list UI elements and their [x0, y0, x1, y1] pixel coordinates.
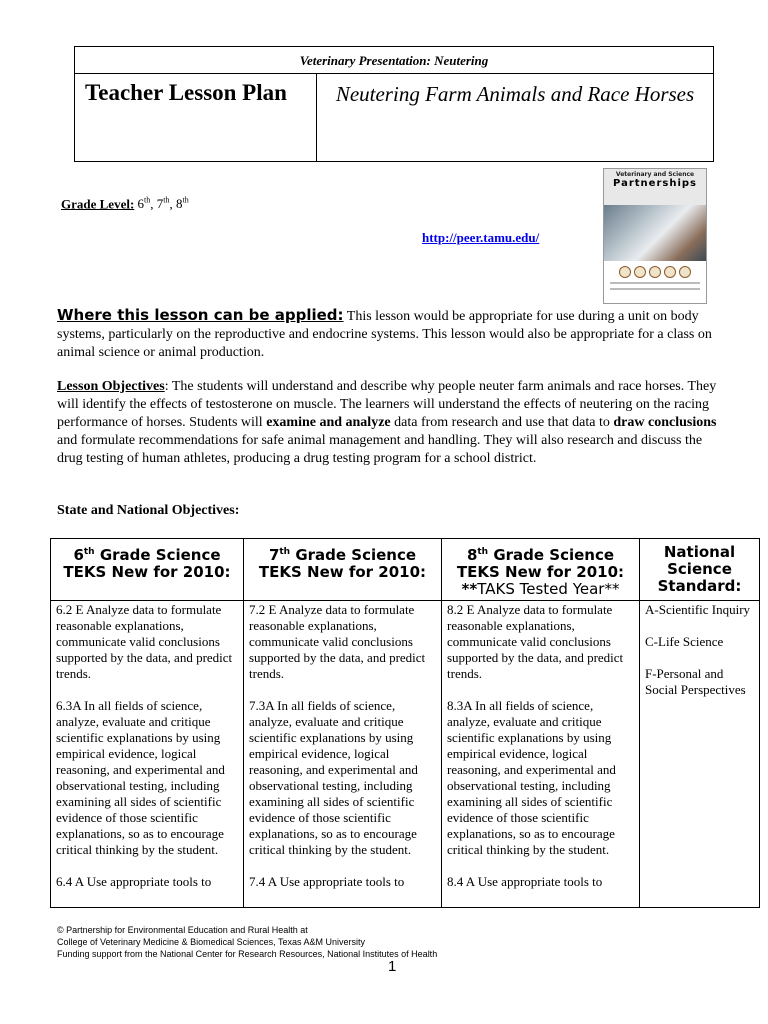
grade-level-label: Grade Level:	[61, 196, 135, 212]
grade-6: 6th	[137, 196, 151, 212]
national-standard-cell	[640, 601, 760, 908]
list-item: F-Personal and Social Perspectives	[645, 666, 746, 697]
header-grade8: 8th Grade Science TEKS New for 2010: **TAKS Tested Year**	[442, 539, 640, 601]
header-right-title: Neutering Farm Animals and Race Horses	[335, 82, 695, 106]
list-item: C-Life Science	[645, 634, 724, 649]
footer-line3: Funding support from the National Center for Research Resources, National Institutes of Health	[57, 949, 438, 959]
list-item: 8.2 E Analyze data to formulate reasonable explanations, communicate valid conclusions supported by the data, and predict trends.	[447, 602, 624, 681]
where-applied-heading: Where this lesson can be applied:	[57, 306, 344, 324]
list-item: 6.2 E Analyze data to formulate reasonable explanations, communicate valid conclusions supported by the data, and predict trends.	[56, 602, 233, 681]
grade-8: 8th	[176, 196, 189, 212]
grade6-cell	[51, 601, 244, 908]
where-applied-paragraph	[57, 306, 727, 362]
list-item: 7.2 E Analyze data to formulate reasonable explanations, communicate valid conclusions supported by the data, and predict trends.	[249, 602, 426, 681]
footer-line2: College of Veterinary Medicine & Biomedical Sciences, Texas A&M University	[57, 937, 365, 947]
list-item: 6.3A In all fields of science, analyze, evaluate and critique scientific explanations by using empirical evidence, logical reasoning, and experimental and observational testing, including examining all sides of scientific evidence of those scientific explanations, so as to encourage critical thinking by the student.	[56, 698, 225, 857]
logo-line2: Partnerships	[613, 178, 697, 189]
list-item: A-Scientific Inquiry	[645, 602, 751, 617]
lesson-header	[74, 46, 714, 162]
list-item: 7.3A In all fields of science, analyze, evaluate and critique scientific explanations by using empirical evidence, logical reasoning, and experimental and observational testing, including examining all sides of scientific evidence of those scientific explanations, so as to encourage critical thinking by the student.	[249, 698, 418, 857]
footer	[57, 924, 437, 960]
lesson-objectives-paragraph: Lesson Objectives: The students will understand and describe why people neuter farm animals and race horses. They will identify the effects of testosterone on muscle. The learners will understand the effects of neutering on the racing performance of horses. Students will examine and analyze data from research and use that data to draw conclusions and formulate recommendations for safe animal management and handling. They will also research and discuss the drug testing of human athletes, producing a drug testing program for a school district.	[57, 379, 717, 466]
logo-seals	[604, 261, 706, 278]
grade-level: Grade Level: 6th, 7th, 8th	[61, 196, 189, 212]
header-grade6: 6th Grade Science TEKS New for 2010:	[51, 539, 244, 601]
where-applied-text: This lesson would be appropriate for use during a unit on body systems, particularly on the reproductive and endocrine systems. This lesson would also be appropriate for a class on animal science or animal production.	[57, 309, 712, 360]
page-number: 1	[388, 958, 397, 975]
grade-7: 7th	[156, 196, 170, 212]
logo-photo	[604, 205, 706, 261]
list-item: 6.4 A Use appropriate tools to	[56, 874, 212, 889]
teks-objectives-table	[50, 538, 760, 908]
state-national-heading: State and National Objectives:	[57, 503, 240, 518]
logo-line1: Veterinary and Science	[615, 171, 695, 178]
header-subtitle: Veterinary Presentation: Neutering	[75, 47, 713, 74]
grade7-cell	[244, 601, 442, 908]
lesson-objectives-heading: Lesson Objectives	[57, 379, 165, 394]
peer-website-link[interactable]: http://peer.tamu.edu/	[422, 230, 540, 245]
grade8-cell	[442, 601, 640, 908]
header-grade7: 7th Grade Science TEKS New for 2010:	[244, 539, 442, 601]
list-item: 8.4 A Use appropriate tools to	[447, 874, 603, 889]
header-left-title: Teacher Lesson Plan	[75, 74, 317, 161]
header-national-standard: National Science Standard:	[640, 539, 760, 601]
list-item: 7.4 A Use appropriate tools to	[249, 874, 405, 889]
footer-line1: © Partnership for Environmental Education and Rural Health at	[57, 925, 308, 935]
vsp-logo-image	[603, 168, 707, 304]
list-item: 8.3A In all fields of science, analyze, evaluate and critique scientific explanations by using empirical evidence, logical reasoning, and experimental and observational testing, including examining all sides of scientific evidence of those scientific explanations, so as to encourage critical thinking by the student.	[447, 698, 616, 857]
